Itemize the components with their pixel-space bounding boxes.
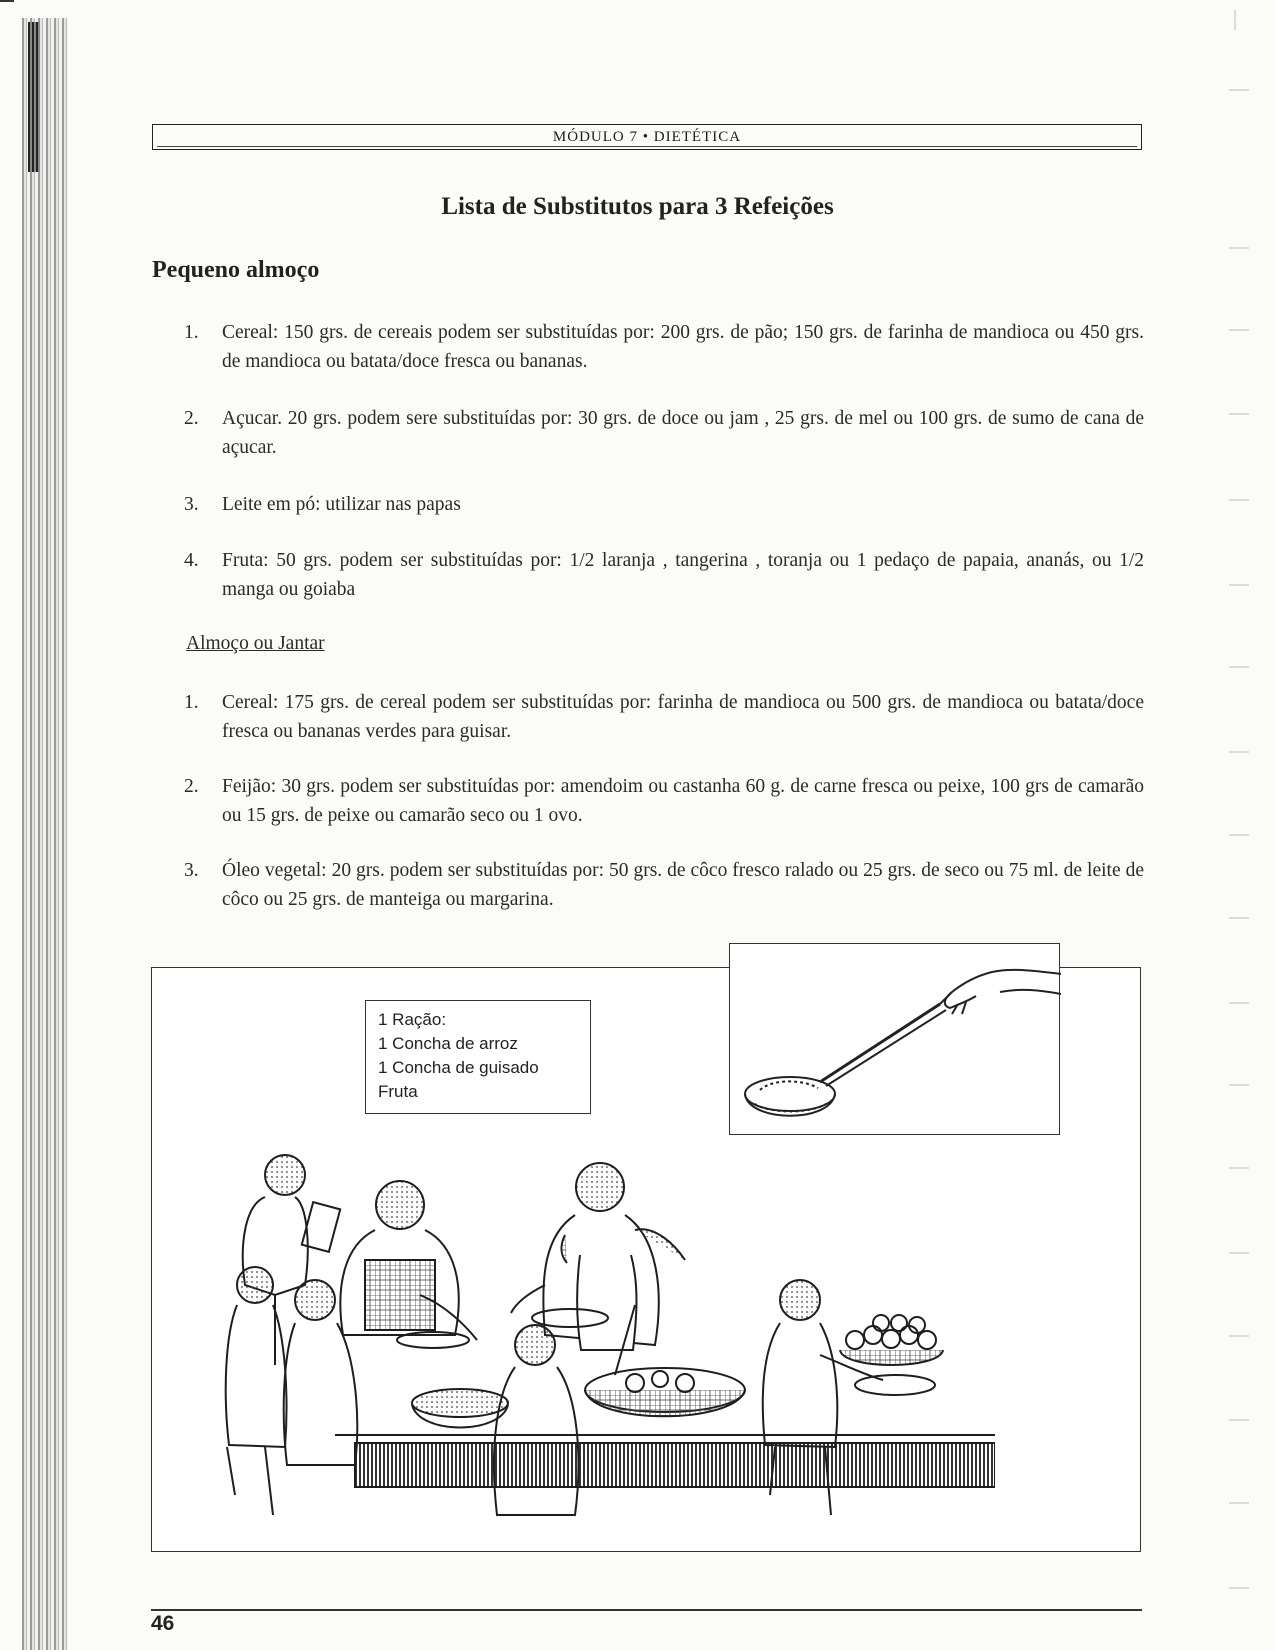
item-number: 4. (184, 550, 199, 571)
item-text: Feijão: 30 grs. podem ser substituídas por: amendoim ou castanha 60 g. de carne fresca ou peixe, 100 grs de camarão ou 15 grs. de peixe ou camarão seco ou 1 ovo. (222, 776, 1144, 826)
lunch-item (184, 856, 1144, 914)
ladle-illustration (729, 943, 1060, 1135)
item-number: 2. (184, 776, 199, 797)
module-header-label: MÓDULO 7 • DIETÉTICA (552, 129, 742, 145)
lunch-dinner-heading: Almoço ou Jantar (186, 633, 325, 654)
breakfast-heading: Pequeno almoço (152, 257, 320, 283)
item-text: Leite em pó: utilizar nas papas (222, 494, 461, 515)
item-text: Óleo vegetal: 20 grs. podem ser substituídas por: 50 grs. de côco fresco ralado ou 25 grs. de seco ou 75 ml. de leite de côco ou 25 grs. de manteiga ou margarina. (222, 860, 1144, 910)
item-number: 3. (184, 494, 199, 515)
ration-line: 1 Ração: (378, 1010, 447, 1029)
lunch-item (184, 688, 1144, 746)
item-text: Cereal: 150 grs. de cereais podem ser substituídas por: 200 grs. de pão; 150 grs. de farinha de mandioca ou 450 grs. de mandioca ou batata/doce fresca ou bananas. (222, 322, 1144, 372)
page-title: Lista de Substitutos para 3 Refeições (441, 193, 834, 220)
breakfast-item (184, 404, 1144, 462)
ration-line: 1 Concha de arroz (378, 1034, 518, 1053)
item-text: Cereal: 175 grs. de cereal podem ser substituídas por: farinha de mandioca ou 500 grs. de mandioca ou batata/doce fresca ou bananas verdes para guisar. (222, 692, 1144, 742)
breakfast-item (184, 490, 1144, 519)
page-number: 46 (151, 1612, 175, 1635)
item-text: Açucar. 20 grs. podem sere substituídas por: 30 grs. de doce ou jam , 25 grs. de mel ou 100 grs. de sumo de cana de açucar. (222, 408, 1144, 458)
top-corner-mark (0, 0, 14, 2)
lunch-item (184, 772, 1144, 830)
breakfast-item (184, 546, 1144, 604)
module-header (152, 124, 1142, 150)
item-text: Fruta: 50 grs. podem ser substituídas por: 1/2 laranja , tangerina , toranja ou 1 pedaço de papaia, ananás, ou 1/2 manga ou goiaba (222, 550, 1144, 600)
footer-rule (151, 1609, 1142, 1611)
page-edge-marks (1215, 0, 1255, 1650)
ladle-icon (730, 944, 1061, 1136)
item-number: 2. (184, 408, 199, 429)
ration-line: Fruta (378, 1082, 418, 1101)
item-number: 1. (184, 322, 199, 343)
book-binding-dark-strip (28, 22, 40, 172)
item-number: 3. (184, 860, 199, 881)
item-number: 1. (184, 692, 199, 713)
breakfast-item (184, 318, 1144, 376)
ration-legend (365, 1000, 591, 1114)
module-header-rule (157, 146, 1137, 147)
ration-line: 1 Concha de guisado (378, 1058, 539, 1077)
food-serving-scene-illustration (215, 1135, 995, 1555)
book-binding-shadow (22, 18, 68, 1650)
